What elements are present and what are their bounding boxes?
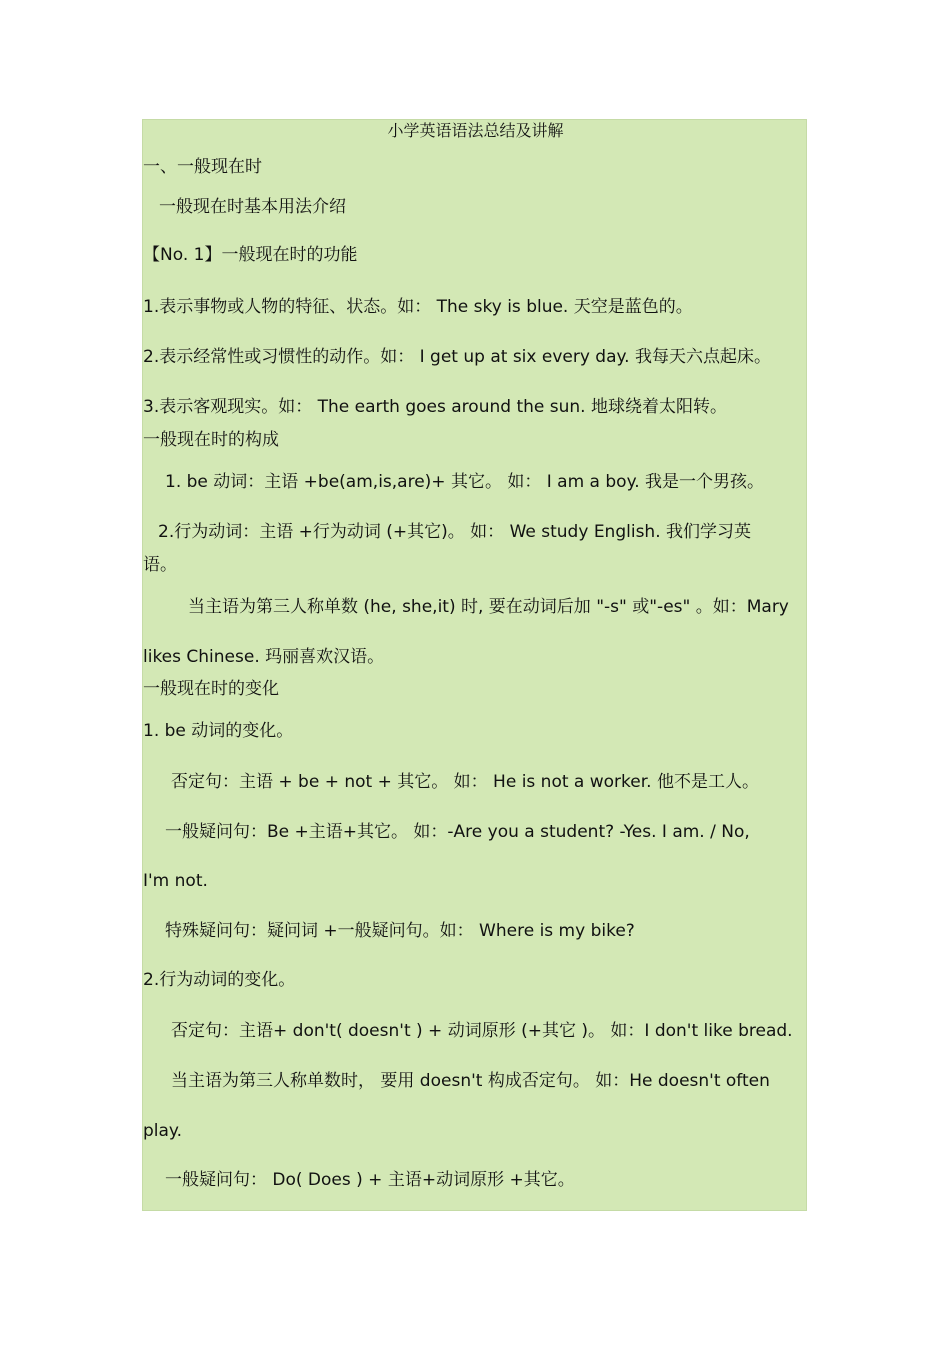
special-question: 特殊疑问句：疑问词 +一般疑问句。如： Where is my bike? [165,921,635,941]
verb-third-person-line1: 当主语为第三人称单数时， 要用 doesn't 构成否定句。 如：He doesn't often [171,1071,770,1091]
be-question-line1: 一般疑问句：Be +主语+其它。 如：-Are you a student? -Yes. I am. / No, [165,822,750,842]
no1-heading: 【No. 1】一般现在时的功能 [143,245,358,265]
be-change-heading: 1. be 动词的变化。 [143,721,294,741]
function-item-2: 2.表示经常性或习惯性的动作。如： I get up at six every day. 我每天六点起床。 [143,347,771,367]
form-item-2-line2: 语。 [143,555,177,575]
third-person-line1: 当主语为第三人称单数 (he, she,it) 时, 要在动词后加 "-s" 或"-es" 。如：Mary [188,597,789,617]
change-heading: 一般现在时的变化 [143,679,279,699]
verb-change-heading: 2.行为动词的变化。 [143,970,296,990]
verb-third-person-line2: play. [143,1121,182,1141]
verb-negative: 否定句：主语+ don't( doesn't ) + 动词原形 (+其它 )。 如：I don't like bread. [171,1021,793,1041]
be-negative: 否定句：主语 + be + not + 其它。 如： He is not a worker. 他不是工人。 [171,772,759,792]
be-question-line2: I'm not. [143,871,208,891]
form-heading: 一般现在时的构成 [143,430,279,450]
verb-question: 一般疑问句： Do( Does ) + 主语+动词原形 +其它。 [165,1170,575,1190]
form-item-1: 1. be 动词：主语 +be(am,is,are)+ 其它。 如： I am a boy. 我是一个男孩。 [165,472,765,492]
content-panel [142,119,807,1211]
document-title: 小学英语语法总结及讲解 [387,121,564,140]
function-item-3: 3.表示客观现实。如： The earth goes around the sun. 地球绕着太阳转。 [143,397,727,417]
function-item-1: 1.表示事物或人物的特征、状态。如： The sky is blue. 天空是蓝色的。 [143,297,693,317]
form-item-2-line1: 2.行为动词：主语 +行为动词 (+其它)。 如： We study English. 我们学习英 [158,522,752,542]
intro-heading: 一般现在时基本用法介绍 [159,197,346,217]
third-person-line2: likes Chinese. 玛丽喜欢汉语。 [143,647,385,667]
section-heading-present-simple: 一、一般现在时 [143,157,262,177]
